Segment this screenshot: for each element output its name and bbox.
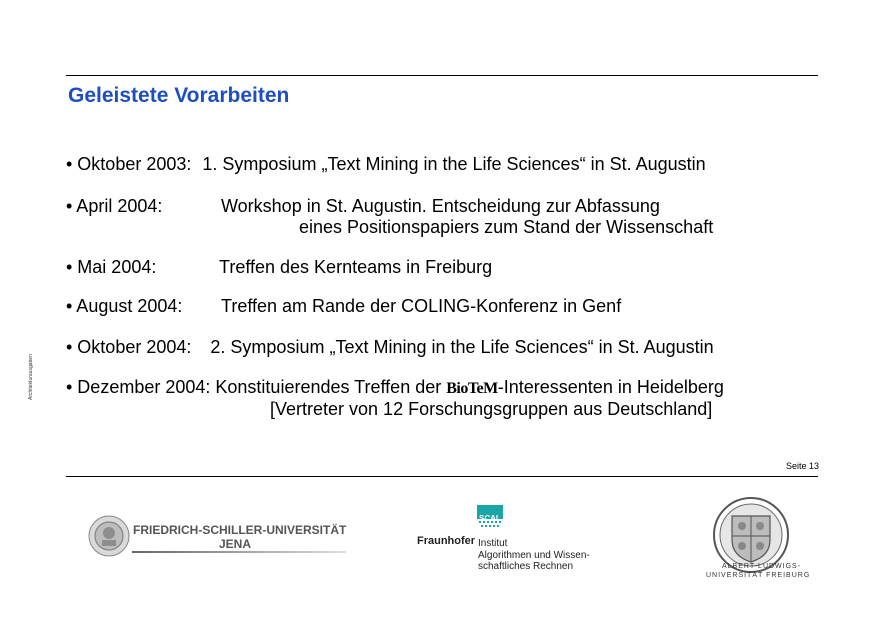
fraunhofer-name: Fraunhofer: [417, 535, 476, 547]
item-date: • Oktober 2003:: [66, 154, 192, 174]
slide-title: Geleistete Vorarbeiten: [68, 84, 290, 107]
item-text: 1. Symposium „Text Mining in the Life Sciences“ in St. Augustin: [202, 154, 706, 174]
item-date: • Dezember 2004:: [66, 377, 211, 397]
fh-line2: Algorithmen und Wissen-: [478, 550, 590, 561]
side-label: Architekturausgaben: [28, 354, 34, 400]
jena-city: JENA: [219, 537, 252, 551]
item-date: • Mai 2004:: [66, 257, 157, 277]
item-august-2004-text: Treffen am Rande der COLING-Konferenz in Genf: [221, 296, 622, 316]
top-rule: [66, 75, 818, 76]
bottom-rule: [66, 476, 818, 477]
item-date: • Oktober 2004:: [66, 337, 192, 357]
item-oktober-2003: [66, 154, 706, 174]
item-august-2004: [66, 296, 182, 316]
item-text-pre: Konstituierendes Treffen der: [215, 377, 442, 397]
jena-underline: [132, 551, 346, 553]
fh-line1: Institut: [478, 538, 508, 549]
item-date: • August 2004:: [66, 296, 183, 316]
scai-badge-label: SCAI: [479, 514, 499, 523]
item-dezember-2004-text2: [Vertreter von 12 Forschungsgruppen aus Deutschland]: [270, 399, 713, 419]
item-text: 2. Symposium „Text Mining in the Life Sciences“ in St. Augustin: [210, 337, 714, 357]
item-april-2004: [66, 196, 162, 216]
biotem-brand: BioTeM: [446, 380, 498, 397]
item-april-2004-text2: eines Positionspapiers zum Stand der Wissenschaft: [299, 217, 714, 237]
item-dezember-2004: [66, 377, 724, 399]
item-oktober-2004: [66, 337, 714, 357]
freiburg-line1: ALBERT-LUDWIGS-: [722, 563, 802, 570]
item-mai-2004-text: Treffen des Kernteams in Freiburg: [219, 257, 493, 277]
page-number: Seite 13: [785, 461, 819, 471]
jena-seal-icon: [88, 515, 130, 557]
jena-name: FRIEDRICH-SCHILLER-UNIVERSITÄT: [133, 523, 347, 537]
freiburg-line2: UNIVERSITÄT FREIBURG: [706, 572, 811, 579]
item-april-2004-text: Workshop in St. Augustin. Entscheidung zur Abfassung: [221, 196, 660, 216]
item-mai-2004: [66, 257, 156, 277]
item-text-post: -Interessenten in Heidelberg: [497, 377, 724, 397]
fh-line3: schaftliches Rechnen: [478, 561, 574, 572]
item-date: • April 2004:: [66, 196, 163, 216]
